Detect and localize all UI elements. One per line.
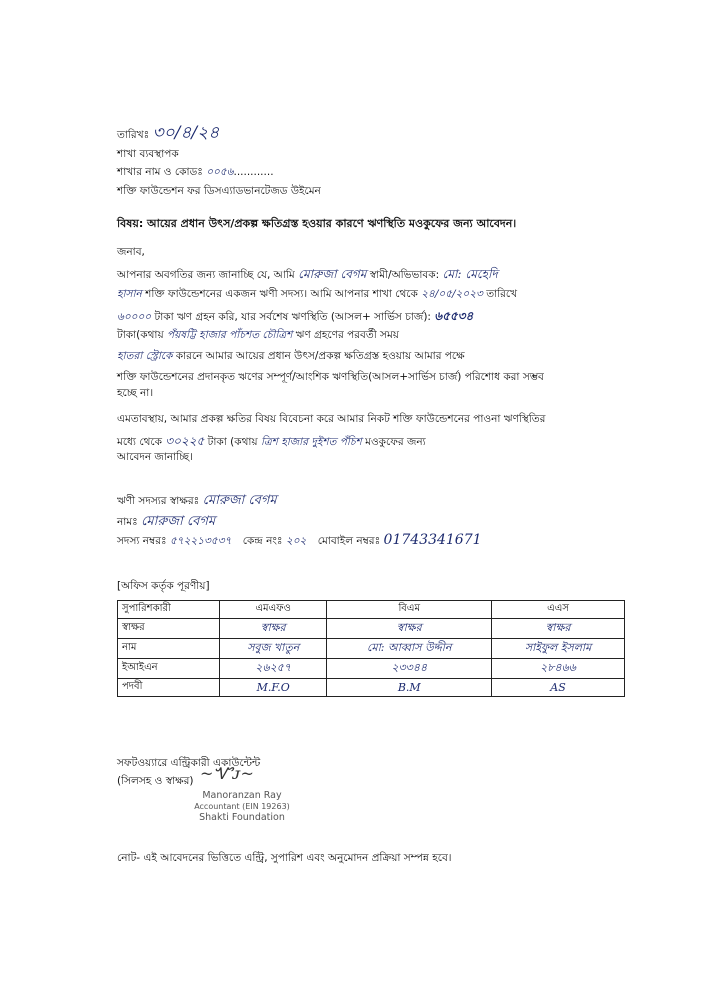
approval-table	[117, 600, 625, 697]
salutation: জনাব,	[117, 246, 145, 258]
body-line-6: শক্তি ফাউন্ডেশনের প্রদানকৃত ঋণের সম্পূর্ণ/আংশিক ঋণস্থিতি(আসল+সার্ভিস চার্জ) পরিশোধ করা সম্ভব	[117, 371, 544, 383]
row-label: নাম	[118, 639, 220, 659]
balance-in-words: পঁয়ষট্টি হাজার পাঁচশত চৌত্রিশ	[166, 329, 293, 341]
waiver-amount: ৩০২২৫	[165, 434, 205, 448]
body-line-2	[117, 287, 517, 304]
table-cell: মো: আব্বাস উদ্দীন	[327, 639, 492, 659]
body-text: শক্তি ফাউন্ডেশনের একজন ঋণী সদস্য। আমি আপনার শাখা থেকে	[145, 288, 418, 300]
date-row	[117, 120, 219, 148]
table-header-row	[118, 601, 625, 619]
date-value: ৩০/৪/২৪	[152, 123, 220, 143]
request-line-1: এমতাবস্থায়, আমার প্রকল্প ক্ষতির বিষয় বিবেচনা করে আমার নিকট শক্তি ফাউন্ডেশনের পাওনা ঋণস্থিতির	[117, 413, 546, 425]
recipient-line: শাখা ব্যবস্থাপক	[117, 148, 179, 160]
guardian-name: মো: মেহেদি	[442, 267, 498, 281]
body-line-5	[117, 349, 465, 366]
body-line-3	[117, 308, 473, 328]
row-label: পদবী	[118, 679, 220, 697]
signature-cell: স্বাক্ষর	[492, 619, 625, 639]
table-cell: ২৬২৫৭	[219, 659, 326, 679]
body-text: আপনার অবগতির জন্য জানাচ্ছি যে, আমি	[117, 269, 295, 281]
borrower-name: মোরুজা বেগম	[141, 514, 216, 529]
field-label: কেন্দ্র নংঃ	[242, 535, 283, 547]
seal-org: Shakti Foundation	[199, 812, 285, 823]
body-text: মওকুফের জন্য	[365, 436, 426, 448]
office-section-title: [অফিস কর্তৃক পূরণীয়]	[117, 580, 210, 592]
center-number: ২০২	[285, 535, 307, 547]
signature-cell: স্বাক্ষর	[219, 619, 326, 639]
branch-label: শাখার নাম ও কোডঃ	[117, 166, 203, 178]
damage-reason: হাতরা স্ট্রোকে	[117, 350, 173, 362]
waiver-in-words: ত্রিশ হাজার দুইশত পঁচিশ	[260, 436, 362, 448]
row-label: স্বাক্ষর	[118, 619, 220, 639]
guardian-name-cont: হাসান	[117, 288, 142, 300]
body-line-1	[117, 266, 498, 286]
body-line-4	[117, 328, 399, 345]
accountant-seal	[192, 764, 292, 848]
table-cell: M.F.O	[219, 679, 326, 697]
field-label: ঋণী সদস্যর স্বাক্ষরঃ	[117, 495, 200, 507]
field-label: নামঃ	[117, 516, 138, 528]
accountant-line-1: সফটওয়্যারে এন্ট্রিকারী একাউন্টেন্ট	[117, 757, 261, 769]
table-cell: AS	[492, 679, 625, 697]
applicant-name: মোরুজা বেগম	[298, 267, 367, 281]
table-header: সুপারিশকারী	[118, 601, 220, 619]
table-row	[118, 659, 625, 679]
seal-name: Manoranzan Ray	[202, 790, 282, 801]
branch-value: ০০৫৬	[206, 166, 234, 178]
loan-date: ২৪/০৫/২০২৩	[421, 288, 483, 300]
table-header: বিএম	[327, 601, 492, 619]
borrower-name-row	[117, 512, 215, 533]
body-text: মধ্যে থেকে	[117, 436, 162, 448]
subject-line: বিষয়: আয়ের প্রধান উৎস/প্রকল্প ক্ষতিগ্রস্ত হওয়ার কারণে ঋণস্থিতি মওকুফের জন্য আবেদন।	[117, 217, 517, 230]
branch-row: শাখার নাম ও কোডঃ ০০৫৬............	[117, 166, 274, 178]
organization-line: শক্তি ফাউন্ডেশন ফর ডিসএ্যাডভানটেজড উইমেন	[117, 185, 321, 197]
loan-balance: ৬৫৫৩৪	[434, 309, 474, 323]
body-text: ঋণ গ্রহণের পরবর্তী সময়	[295, 329, 399, 341]
body-text: টাকা ঋণ গ্রহন করি, যার সর্বশেষ ঋণস্থিতি (আসল+ সার্ভিস চার্জ):	[154, 311, 431, 323]
seal-role: Accountant (EIN 19263)	[194, 802, 290, 811]
request-line-3: আবেদন জানাচ্ছি।	[117, 451, 193, 463]
row-label: ইআইএন	[118, 659, 220, 679]
signature-cell: স্বাক্ষর	[327, 619, 492, 639]
body-text: তারিখে	[486, 288, 518, 300]
body-line-7: হচ্ছে না।	[117, 387, 154, 399]
table-row	[118, 619, 625, 639]
table-row	[118, 639, 625, 659]
table-cell: সবুজ খাতুন	[219, 639, 326, 659]
field-label: সদস্য নম্বরঃ	[117, 535, 167, 547]
field-label: মোবাইল নম্বরঃ	[317, 535, 381, 547]
mobile-number: 01743341671	[383, 532, 482, 548]
table-header: এমএফও	[219, 601, 326, 619]
table-cell: সাইফুল ইসলাম	[492, 639, 625, 659]
borrower-signature-row	[117, 491, 277, 512]
borrower-ids-row	[117, 532, 482, 551]
table-row	[118, 679, 625, 697]
body-text: টাকা (কথায়	[207, 436, 258, 448]
borrower-signature: মোরুজা বেগম	[202, 493, 277, 508]
table-header: এএস	[492, 601, 625, 619]
date-label: তারিখঃ	[117, 129, 150, 141]
table-cell: ২৩৩৪৪	[327, 659, 492, 679]
table-cell: ২৮৪৬৬	[492, 659, 625, 679]
table-cell: B.M	[327, 679, 492, 697]
accountant-signature: ~Ꮙᴊ~	[200, 764, 254, 783]
body-text: স্বামী/অভিভাবক:	[369, 269, 440, 281]
member-number: ৫৭২২১৩৫৩৭	[169, 535, 232, 547]
footer-note: নোট- এই আবেদনের ভিত্তিতে এন্ট্রি, সুপারিশ এবং অনুমোদন প্রক্রিয়া সম্পন্ন হবে।	[117, 852, 452, 864]
body-text: কারনে আমার আয়ের প্রধান উৎস/প্রকল্প ক্ষতিগ্রস্ত হওয়ায় আমার পক্ষে	[175, 350, 465, 362]
accountant-line-2: (সিলসহ ও স্বাক্ষর)	[117, 775, 194, 787]
loan-amount: ৬০০০০	[117, 311, 152, 323]
body-text: টাকা(কথায়	[117, 329, 164, 341]
